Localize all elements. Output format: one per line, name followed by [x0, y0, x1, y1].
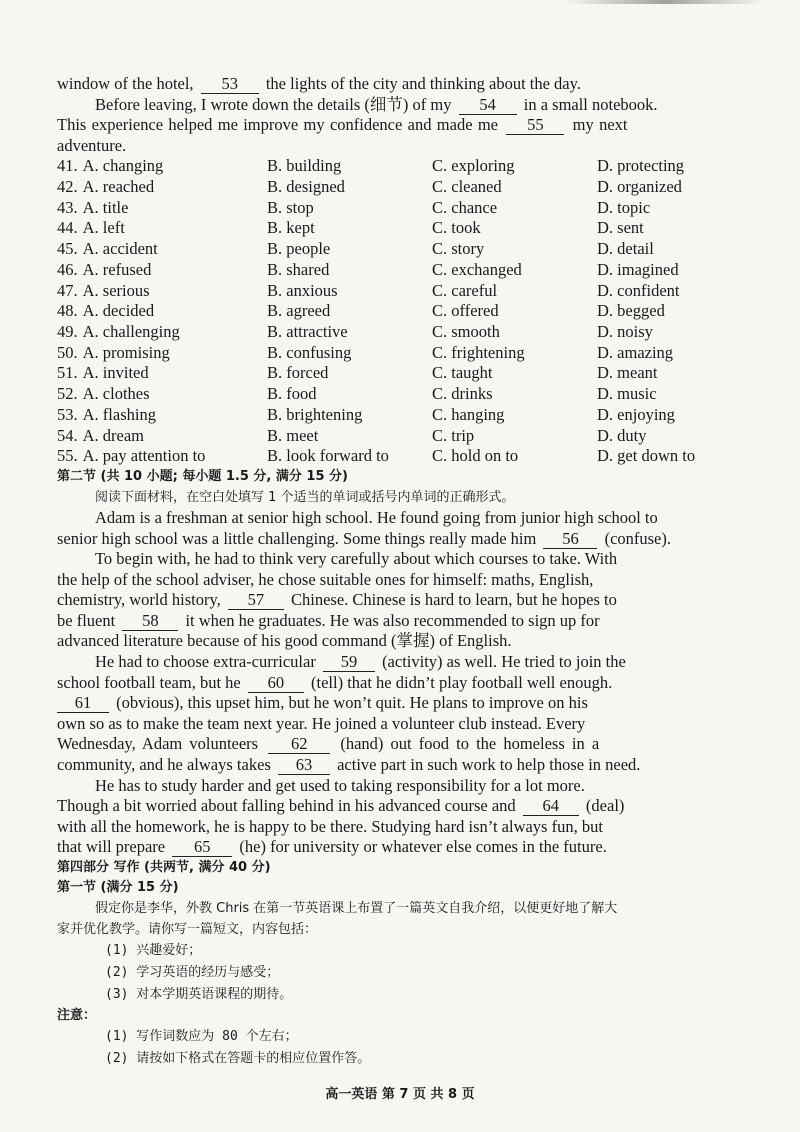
task-item: (1) 兴趣爱好；	[105, 943, 202, 959]
option-b: B. people	[267, 239, 331, 259]
exam-page	[57, 74, 747, 1070]
option-d: D. sent	[597, 218, 644, 238]
option-row	[57, 260, 747, 281]
question-number: 52.	[57, 384, 78, 404]
page-footer: 高一英语 第 7 页 共 8 页	[325, 1087, 475, 1102]
option-b: B. attractive	[267, 322, 348, 341]
note-heading: 注意：	[57, 1008, 97, 1024]
option-b: B. brightening	[267, 404, 363, 424]
option-c: C. exchanged	[432, 259, 522, 279]
question-number: 41.	[57, 156, 78, 176]
option-c: C. cleaned	[432, 177, 502, 197]
question-number: 51.	[57, 363, 78, 383]
option-a	[57, 239, 267, 260]
task-item: (3) 对本学期英语课程的期待。	[105, 987, 293, 1003]
part-heading: 第四部分 写作 (共两节, 满分 40 分)	[57, 860, 271, 876]
option-d: D. begged	[597, 301, 665, 321]
option-b: B. stop	[267, 197, 314, 217]
option-c: C. chance	[432, 197, 498, 217]
passage-line: school football team, but he 60 (tell) that he didn’t play football well enough.	[57, 672, 613, 692]
option-a	[57, 322, 267, 343]
option-c: C. drinks	[432, 384, 493, 404]
question-number: 42.	[57, 177, 78, 197]
passage-line: community, and he always takes 63 active part in such work to help those in need.	[57, 755, 641, 775]
option-row	[57, 384, 747, 405]
option-b: B. anxious	[267, 280, 338, 300]
option-d: D. protecting	[597, 156, 685, 176]
option-a	[57, 405, 267, 426]
blank-55: 55	[506, 116, 564, 135]
question-number: 45.	[57, 239, 78, 259]
passage-line: the help of the school adviser, he chose suitable ones for himself: maths, English,	[57, 569, 594, 589]
blank-57: 57	[228, 591, 284, 610]
option-a	[57, 177, 267, 198]
question-number: 43.	[57, 197, 78, 217]
option-c: C. smooth	[432, 322, 500, 341]
passage-line: Wednesday, Adam volunteers 62 (hand) out food to the homeless in a	[57, 734, 600, 754]
note-item: (1) 写作词数应为 80 个左右；	[105, 1029, 298, 1045]
passage-line: with all the homework, he is happy to be there. Studying hard isn’t always fun, but	[57, 816, 603, 836]
passage-line: Before leaving, I wrote down the details (细节) of my 54 in a small notebook.	[95, 94, 658, 114]
passage-line: senior high school was a little challenging. Some things really made him 56 (confuse).	[57, 528, 672, 548]
instruction: 阅读下面材料，在空白处填写 1 个适当的单词或括号内单词的正确形式。	[95, 489, 515, 505]
option-text: A. challenging	[82, 322, 180, 341]
option-c: C. story	[432, 239, 485, 259]
option-row	[57, 198, 747, 219]
question-number: 49.	[57, 322, 78, 341]
passage-line: Though a bit worried about falling behind in his advanced course and 64 (deal)	[57, 796, 625, 816]
blank-63: 63	[278, 756, 330, 775]
option-d: D. topic	[597, 197, 651, 217]
question-number: 47.	[57, 280, 78, 300]
option-d: D. get down to	[597, 446, 696, 466]
option-b: B. building	[267, 156, 342, 176]
option-b: B. kept	[267, 218, 315, 238]
blank-61: 61	[57, 694, 109, 713]
option-b: B. look forward to	[267, 446, 389, 466]
passage-line: This experience helped me improve my confidence and made me 55 my next	[57, 115, 628, 135]
option-b: B. meet	[267, 425, 319, 445]
option-text: A. left	[82, 218, 125, 238]
option-a	[57, 426, 267, 447]
option-c: C. taught	[432, 363, 493, 383]
option-text: A. serious	[82, 280, 150, 300]
option-row	[57, 343, 747, 364]
passage-line: adventure.	[57, 135, 127, 155]
question-number: 46.	[57, 259, 78, 279]
passage-line: chemistry, world history, 57 Chinese. Chinese is hard to learn, but he hopes to	[57, 590, 617, 610]
option-row	[57, 322, 747, 343]
option-b: B. confusing	[267, 342, 352, 362]
blank-60: 60	[248, 674, 304, 693]
option-text: A. clothes	[82, 384, 150, 404]
option-d: D. music	[597, 384, 657, 404]
subsection-heading: 第一节 (满分 15 分)	[57, 880, 179, 896]
option-d: D. detail	[597, 239, 654, 259]
option-c: C. trip	[432, 425, 475, 445]
task-description: 假定你是李华，外教 Chris 在第一节英语课上布置了一篇英文自我介绍，以便更好地了解大	[95, 901, 618, 917]
question-number: 55.	[57, 446, 78, 466]
task-description: 家并优化教学。请你写一篇短文，内容包括：	[57, 922, 318, 938]
option-c: C. offered	[432, 301, 499, 321]
question-number: 44.	[57, 218, 78, 238]
option-c: C. exploring	[432, 156, 515, 176]
option-c: C. frightening	[432, 342, 525, 362]
option-c: C. took	[432, 218, 481, 238]
question-number: 48.	[57, 301, 78, 321]
option-text: A. dream	[82, 425, 145, 445]
blank-65: 65	[172, 838, 232, 857]
option-text: A. decided	[82, 301, 155, 321]
blank-59: 59	[323, 653, 375, 672]
blank-53: 53	[201, 75, 259, 94]
option-row	[57, 426, 747, 447]
option-b: B. forced	[267, 363, 329, 383]
option-b: B. food	[267, 384, 317, 404]
option-text: A. flashing	[82, 404, 156, 424]
option-text: A. accident	[82, 239, 158, 259]
question-number: 50.	[57, 342, 78, 362]
options-list	[57, 156, 747, 467]
option-a	[57, 384, 267, 405]
section-heading: 第二节 (共 10 小题; 每小题 1.5 分, 满分 15 分)	[57, 468, 348, 484]
note-item: (2) 请按如下格式在答题卡的相应位置作答。	[105, 1051, 371, 1067]
blank-56: 56	[543, 530, 597, 549]
option-b: B. designed	[267, 177, 345, 197]
passage-line: To begin with, he had to think very carefully about which courses to take. With	[95, 549, 618, 569]
passage-line: window of the hotel, 53 the lights of the city and thinking about the day.	[57, 74, 581, 93]
option-d: D. imagined	[597, 259, 679, 279]
option-a	[57, 260, 267, 281]
option-a	[57, 218, 267, 239]
option-row	[57, 363, 747, 384]
blank-62: 62	[268, 735, 330, 754]
option-row	[57, 405, 747, 426]
blank-64: 64	[523, 797, 579, 816]
passage-line: He has to study harder and get used to taking responsibility for a lot more.	[95, 775, 585, 795]
option-text: A. reached	[82, 177, 155, 197]
passage-line: 61 (obvious), this upset him, but he won’t quit. He plans to improve on his	[57, 693, 747, 714]
passage-line: Adam is a freshman at senior high school. He found going from junior high school to	[95, 507, 658, 527]
option-d: D. noisy	[597, 322, 653, 341]
option-a	[57, 343, 267, 364]
passage-line: own so as to make the team next year. He joined a volunteer club instead. Every	[57, 713, 586, 733]
option-row	[57, 218, 747, 239]
passage-line: He had to choose extra-curricular 59 (activity) as well. He tried to join the	[95, 652, 626, 672]
scan-artifact	[565, 0, 765, 4]
option-row	[57, 446, 747, 467]
option-a	[57, 156, 267, 177]
option-d: D. enjoying	[597, 404, 675, 424]
option-d: D. amazing	[597, 342, 674, 362]
option-b: B. shared	[267, 259, 330, 279]
option-a	[57, 301, 267, 322]
passage-line: be fluent 58 it when he graduates. He was also recommended to sign up for	[57, 610, 600, 630]
option-b: B. agreed	[267, 301, 331, 321]
option-text: A. promising	[82, 342, 170, 362]
passage-line: that will prepare 65 (he) for university or whatever else comes in the future.	[57, 837, 607, 857]
passage-line: advanced literature because of his good command (掌握) of English.	[57, 631, 512, 651]
option-a	[57, 198, 267, 219]
option-d: D. meant	[597, 363, 658, 383]
option-text: A. changing	[82, 156, 164, 176]
option-row	[57, 156, 747, 177]
option-a	[57, 446, 267, 467]
blank-58: 58	[122, 612, 178, 631]
option-text: A. title	[82, 197, 129, 217]
option-d: D. duty	[597, 425, 647, 445]
option-row	[57, 281, 747, 302]
option-row	[57, 239, 747, 260]
option-d: D. confident	[597, 280, 680, 300]
option-c: C. hanging	[432, 404, 505, 424]
task-item: (2) 学习英语的经历与感受；	[105, 965, 280, 981]
option-c: C. careful	[432, 280, 498, 300]
option-text: A. refused	[82, 259, 152, 279]
option-d: D. organized	[597, 177, 682, 197]
question-number: 53.	[57, 404, 78, 424]
option-text: A. invited	[82, 363, 149, 383]
option-a	[57, 363, 267, 384]
option-row	[57, 177, 747, 198]
option-row	[57, 301, 747, 322]
option-text: A. pay attention to	[82, 446, 206, 466]
option-c: C. hold on to	[432, 446, 519, 466]
blank-54: 54	[459, 96, 517, 115]
option-a	[57, 281, 267, 302]
question-number: 54.	[57, 425, 78, 445]
